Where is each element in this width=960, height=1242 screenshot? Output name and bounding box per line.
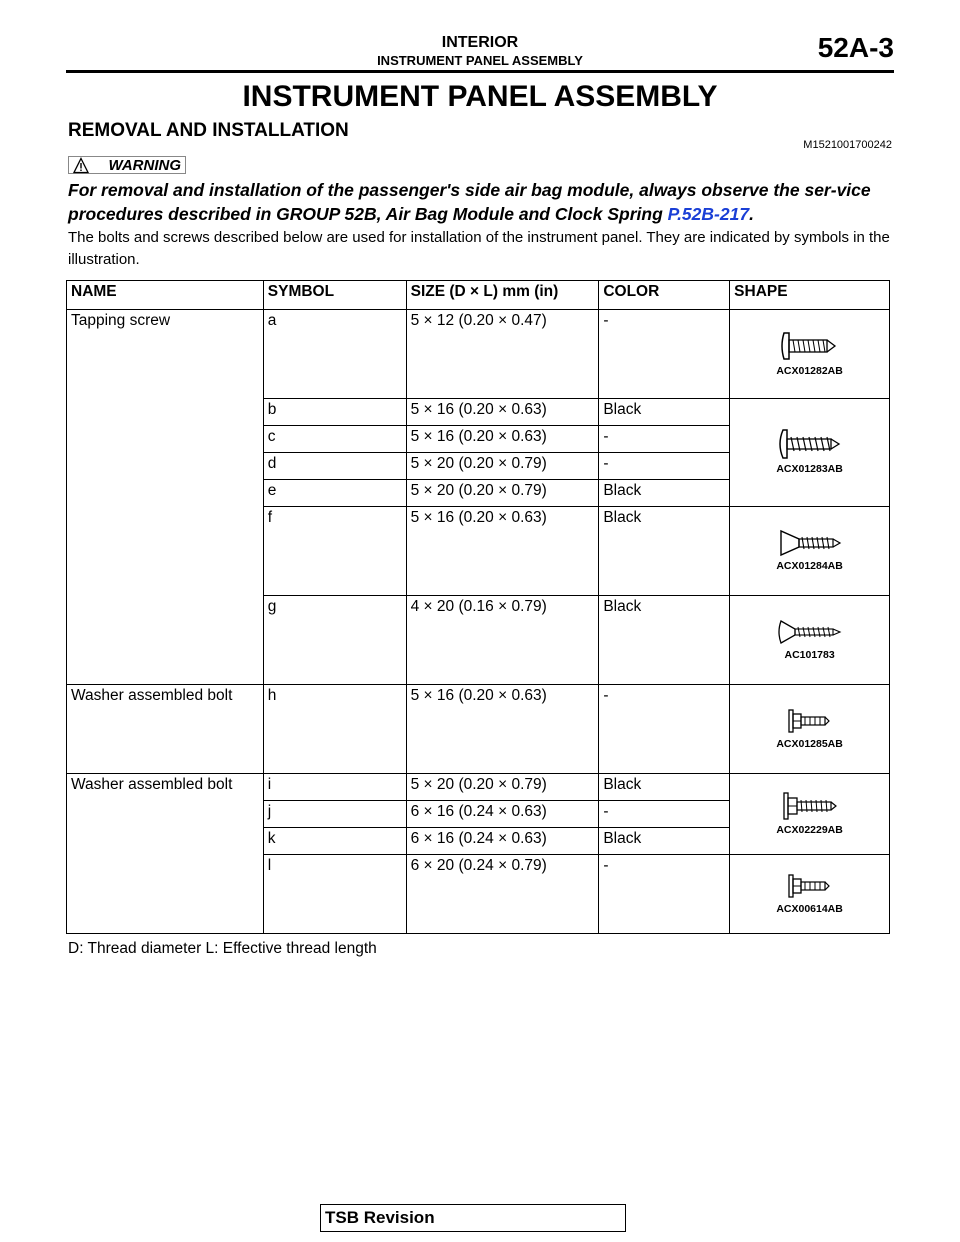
cell-shape — [730, 596, 890, 685]
cell-symbol: a — [263, 310, 406, 399]
cell-color: - — [599, 685, 730, 774]
page-title: INSTRUMENT PANEL ASSEMBLY — [242, 80, 718, 113]
cell-color: Black — [599, 399, 730, 426]
warning-end: . — [749, 204, 754, 224]
cell-color: Black — [599, 774, 730, 801]
col-header-shape: SHAPE — [730, 281, 890, 310]
page-number: 52A-3 — [817, 32, 894, 63]
cell-size: 5 × 20 (0.20 × 0.79) — [406, 480, 599, 507]
table-row — [67, 685, 890, 774]
cell-shape — [730, 399, 890, 507]
cell-name: Tapping screw — [67, 310, 264, 685]
intro-paragraph: The bolts and screws described below are used for installation of the instrument panel. They are indicated by symbols in the illustration. — [68, 229, 890, 268]
cell-symbol: d — [263, 453, 406, 480]
cell-symbol: g — [263, 596, 406, 685]
cell-color: - — [599, 801, 730, 828]
bolt-figure — [730, 685, 889, 770]
warning-label — [68, 156, 186, 174]
screw-figure — [730, 310, 889, 395]
cell-size: 6 × 20 (0.24 × 0.79) — [406, 855, 599, 934]
subheading: REMOVAL AND INSTALLATION — [68, 120, 349, 141]
cell-shape — [730, 855, 890, 934]
figure-code: ACX01283AB — [776, 463, 843, 475]
figure-code: ACX01282AB — [776, 364, 843, 377]
cell-size: 6 × 16 (0.24 × 0.63) — [406, 801, 599, 828]
cell-size: 5 × 20 (0.20 × 0.79) — [406, 774, 599, 801]
figure-code: ACX01285AB — [776, 737, 843, 750]
warning-triangle-icon — [73, 157, 89, 174]
cell-color: - — [599, 426, 730, 453]
flat-head-screw-icon — [777, 528, 843, 558]
cell-size: 5 × 20 (0.20 × 0.79) — [406, 453, 599, 480]
cell-color: Black — [599, 507, 730, 596]
figure-code: AC101783 — [784, 648, 835, 661]
cell-size: 5 × 12 (0.20 × 0.47) — [406, 310, 599, 399]
cell-shape — [730, 310, 890, 399]
document-code: M1521001700242 — [803, 139, 892, 151]
pan-head-screw-icon — [780, 329, 840, 363]
cell-color: Black — [599, 828, 730, 855]
cell-shape — [730, 774, 890, 855]
page-header — [66, 32, 894, 73]
oval-head-screw-icon — [777, 617, 843, 647]
cell-color: - — [599, 310, 730, 399]
cell-size: 6 × 16 (0.24 × 0.63) — [406, 828, 599, 855]
washer-bolt-short-icon — [785, 871, 835, 901]
cell-symbol: b — [263, 399, 406, 426]
table-header-row — [67, 281, 890, 310]
chapter-title: INTERIOR — [441, 34, 519, 51]
warning-link[interactable]: P.52B-217 — [667, 204, 750, 224]
washer-head-screw-icon — [777, 427, 843, 461]
cell-symbol: h — [263, 685, 406, 774]
cell-name: Washer assembled bolt — [67, 774, 264, 934]
cell-shape — [730, 507, 890, 596]
screw-figure — [730, 596, 889, 681]
cell-name: Washer assembled bolt — [67, 685, 264, 774]
screw-figure — [730, 399, 889, 503]
table-row — [67, 774, 890, 801]
cell-color: Black — [599, 480, 730, 507]
figure-code: ACX02229AB — [776, 823, 843, 836]
col-header-symbol: SYMBOL — [263, 281, 406, 310]
footer-tsb-revision: TSB Revision — [320, 1204, 626, 1232]
screw-figure — [730, 507, 889, 592]
col-header-color: COLOR — [599, 281, 730, 310]
cell-symbol: e — [263, 480, 406, 507]
figure-code: ACX01284AB — [776, 559, 843, 572]
warning-text — [68, 178, 898, 226]
cell-symbol: k — [263, 828, 406, 855]
warning-label-text: WARNING — [108, 157, 181, 174]
fastener-table — [66, 280, 890, 934]
cell-size: 5 × 16 (0.20 × 0.63) — [406, 399, 599, 426]
cell-shape — [730, 685, 890, 774]
cell-color: Black — [599, 596, 730, 685]
bolt-figure — [730, 855, 889, 930]
section-title: INSTRUMENT PANEL ASSEMBLY — [377, 53, 583, 68]
cell-size: 4 × 20 (0.16 × 0.79) — [406, 596, 599, 685]
cell-size: 5 × 16 (0.20 × 0.63) — [406, 426, 599, 453]
cell-color: - — [599, 453, 730, 480]
cell-symbol: i — [263, 774, 406, 801]
warning-body: For removal and installation of the passenger's side air bag module, always observe the ser-vice procedures described in GROUP 52B, Air Bag Module and Clock Spring — [68, 180, 871, 224]
bolt-figure — [730, 774, 889, 851]
table-row — [67, 310, 890, 399]
cell-symbol: j — [263, 801, 406, 828]
washer-bolt-long-icon — [780, 790, 840, 822]
cell-symbol: f — [263, 507, 406, 596]
table-legend: D: Thread diameter L: Effective thread length — [68, 940, 377, 957]
figure-code: ACX00614AB — [776, 902, 843, 915]
washer-bolt-icon — [785, 706, 835, 736]
cell-size: 5 × 16 (0.20 × 0.63) — [406, 507, 599, 596]
col-header-name: NAME — [67, 281, 264, 310]
cell-color: - — [599, 855, 730, 934]
col-header-size: SIZE (D × L) mm (in) — [406, 281, 599, 310]
cell-symbol: l — [263, 855, 406, 934]
cell-size: 5 × 16 (0.20 × 0.63) — [406, 685, 599, 774]
cell-symbol: c — [263, 426, 406, 453]
